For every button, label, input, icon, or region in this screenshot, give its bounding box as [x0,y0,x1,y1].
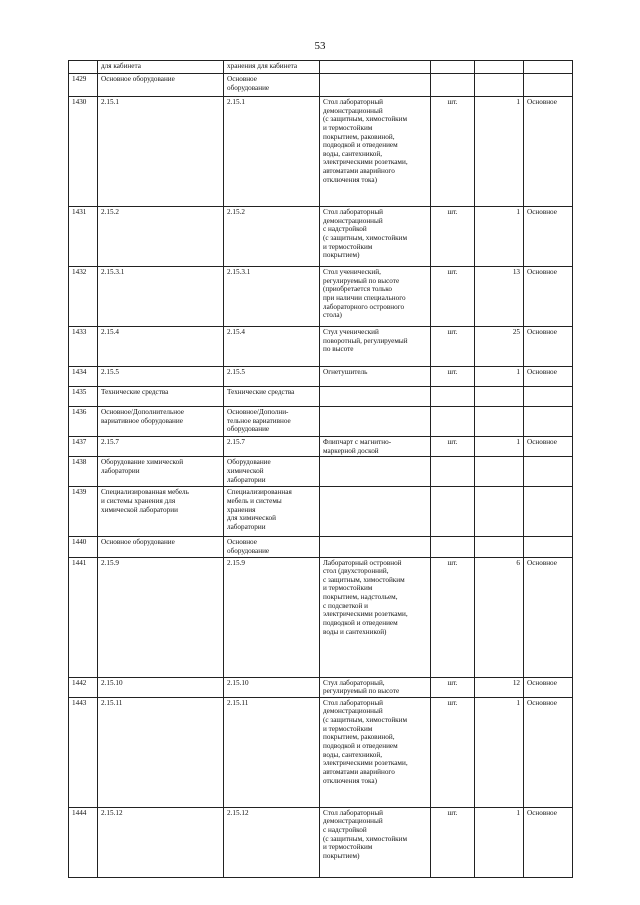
quantity-cell [475,387,524,407]
quantity-cell [475,487,524,537]
table-row [69,407,573,437]
item-name-cell: Стол лабораторный демонстрационный (с защитным, химостойким и термостойким покрытием, раковиной, подводкой и отведением воды, сантехникой, электрическими розетками, автоматами аварийного отключения тока) [320,697,431,807]
section-code-cell: Основное/Дополни- тельное вариативное оборудование [224,407,320,437]
category-cell: Основное [524,437,573,457]
item-name-cell [320,487,431,537]
unit-cell: шт. [431,437,475,457]
table-row [69,457,573,487]
section-code-cell: Технические средства [224,387,320,407]
quantity-cell [475,457,524,487]
table-row [69,61,573,74]
quantity-cell: 1 [475,437,524,457]
row-number-cell: 1442 [69,677,98,697]
program-code-cell: Основное/Дополнительное вариативное оборудование [98,407,224,437]
table-row [69,557,573,677]
section-code-cell: Специализированная мебель и системы хранения для химической лаборатории [224,487,320,537]
table-row [69,437,573,457]
unit-cell [431,407,475,437]
unit-cell [431,387,475,407]
quantity-cell [475,61,524,74]
unit-cell [431,457,475,487]
row-number-cell: 1441 [69,557,98,677]
item-name-cell [320,537,431,557]
program-code-cell: 2.15.7 [98,437,224,457]
quantity-cell: 13 [475,267,524,327]
unit-cell: шт. [431,677,475,697]
section-code-cell: 2.15.5 [224,367,320,387]
quantity-cell [475,407,524,437]
category-cell: Основное [524,327,573,367]
category-cell: Основное [524,677,573,697]
unit-cell [431,537,475,557]
item-name-cell: Огнетушитель [320,367,431,387]
section-code-cell: 2.15.10 [224,677,320,697]
category-cell [524,457,573,487]
table-body [69,61,573,878]
row-number-cell: 1429 [69,74,98,97]
unit-cell: шт. [431,267,475,327]
section-code-cell: 2.15.7 [224,437,320,457]
unit-cell: шт. [431,207,475,267]
section-code-cell: Оборудование химической лаборатории [224,457,320,487]
row-number-cell: 1438 [69,457,98,487]
page-number: 53 [314,40,326,52]
table-row [69,327,573,367]
table-row [69,367,573,387]
program-code-cell: Технические средства [98,387,224,407]
table-row [69,97,573,207]
item-name-cell [320,74,431,97]
table-row [69,267,573,327]
program-code-cell: 2.15.4 [98,327,224,367]
section-code-cell: 2.15.3.1 [224,267,320,327]
unit-cell: шт. [431,807,475,877]
program-code-cell: Основное оборудование [98,74,224,97]
quantity-cell: 1 [475,697,524,807]
unit-cell: шт. [431,697,475,807]
category-cell [524,407,573,437]
item-name-cell: Стол ученический, регулируемый по высоте (приобретается только при наличии специального лабораторного островного стола) [320,267,431,327]
program-code-cell: для кабинета [98,61,224,74]
equipment-table [68,60,573,878]
item-name-cell: Лабораторный островной стол (двухсторонний, с защитным, химостойким и термостойким покрытием, надстольем, с подсветкой и электрическими розетками, подводкой и отведением воды и сантехникой) [320,557,431,677]
program-code-cell: 2.15.3.1 [98,267,224,327]
table-row [69,807,573,877]
row-number-cell: 1430 [69,97,98,207]
quantity-cell [475,74,524,97]
table-row [69,207,573,267]
category-cell: Основное [524,97,573,207]
category-cell: Основное [524,557,573,677]
category-cell [524,61,573,74]
program-code-cell: 2.15.10 [98,677,224,697]
quantity-cell: 1 [475,807,524,877]
table-row [69,74,573,97]
item-name-cell: Стол лабораторный демонстрационный (с защитным, химостойким и термостойким покрытием, раковиной, подводкой и отведением воды, сантехникой, электрическими розетками, автоматами аварийного отключения тока) [320,97,431,207]
unit-cell [431,74,475,97]
section-code-cell: 2.15.4 [224,327,320,367]
table-row [69,487,573,537]
section-code-cell: 2.15.1 [224,97,320,207]
category-cell [524,537,573,557]
row-number-cell: 1436 [69,407,98,437]
unit-cell: шт. [431,97,475,207]
quantity-cell: 1 [475,207,524,267]
program-code-cell: 2.15.2 [98,207,224,267]
program-code-cell: 2.15.12 [98,807,224,877]
section-code-cell: 2.15.12 [224,807,320,877]
quantity-cell: 6 [475,557,524,677]
row-number-cell: 1437 [69,437,98,457]
quantity-cell [475,537,524,557]
row-number-cell: 1434 [69,367,98,387]
quantity-cell: 1 [475,97,524,207]
row-number-cell: 1432 [69,267,98,327]
program-code-cell: 2.15.5 [98,367,224,387]
category-cell: Основное [524,267,573,327]
item-name-cell: Стол лабораторный демонстрационный с надстройкой (с защитным, химостойким и термостойким покрытием) [320,807,431,877]
row-number-cell: 1435 [69,387,98,407]
table-row [69,697,573,807]
item-name-cell [320,387,431,407]
row-number-cell [69,61,98,74]
table-row [69,537,573,557]
quantity-cell: 25 [475,327,524,367]
category-cell: Основное [524,207,573,267]
program-code-cell: 2.15.11 [98,697,224,807]
unit-cell [431,61,475,74]
row-number-cell: 1443 [69,697,98,807]
section-code-cell: 2.15.11 [224,697,320,807]
table-row [69,677,573,697]
program-code-cell: 2.15.1 [98,97,224,207]
item-name-cell [320,457,431,487]
unit-cell: шт. [431,327,475,367]
category-cell [524,487,573,537]
row-number-cell: 1439 [69,487,98,537]
category-cell [524,74,573,97]
category-cell: Основное [524,807,573,877]
item-name-cell: Стул ученический поворотный, регулируемый по высоте [320,327,431,367]
item-name-cell: Стол лабораторный демонстрационный с надстройкой (с защитным, химостойким и термостойким покрытием) [320,207,431,267]
unit-cell: шт. [431,367,475,387]
program-code-cell: Оборудование химической лаборатории [98,457,224,487]
quantity-cell: 12 [475,677,524,697]
unit-cell [431,487,475,537]
section-code-cell: 2.15.2 [224,207,320,267]
table-row [69,387,573,407]
row-number-cell: 1433 [69,327,98,367]
section-code-cell: хранения для кабинета [224,61,320,74]
section-code-cell: 2.15.9 [224,557,320,677]
section-code-cell: Основное оборудование [224,537,320,557]
section-code-cell: Основное оборудование [224,74,320,97]
item-name-cell [320,61,431,74]
program-code-cell: 2.15.9 [98,557,224,677]
quantity-cell: 1 [475,367,524,387]
unit-cell: шт. [431,557,475,677]
category-cell [524,387,573,407]
program-code-cell: Основное оборудование [98,537,224,557]
program-code-cell: Специализированная мебель и системы хранения для химической лаборатории [98,487,224,537]
item-name-cell [320,407,431,437]
row-number-cell: 1444 [69,807,98,877]
row-number-cell: 1431 [69,207,98,267]
category-cell: Основное [524,367,573,387]
category-cell: Основное [524,697,573,807]
item-name-cell: Стул лабораторный, регулируемый по высоте [320,677,431,697]
item-name-cell: Флипчарт с магнитно- маркерной доской [320,437,431,457]
row-number-cell: 1440 [69,537,98,557]
